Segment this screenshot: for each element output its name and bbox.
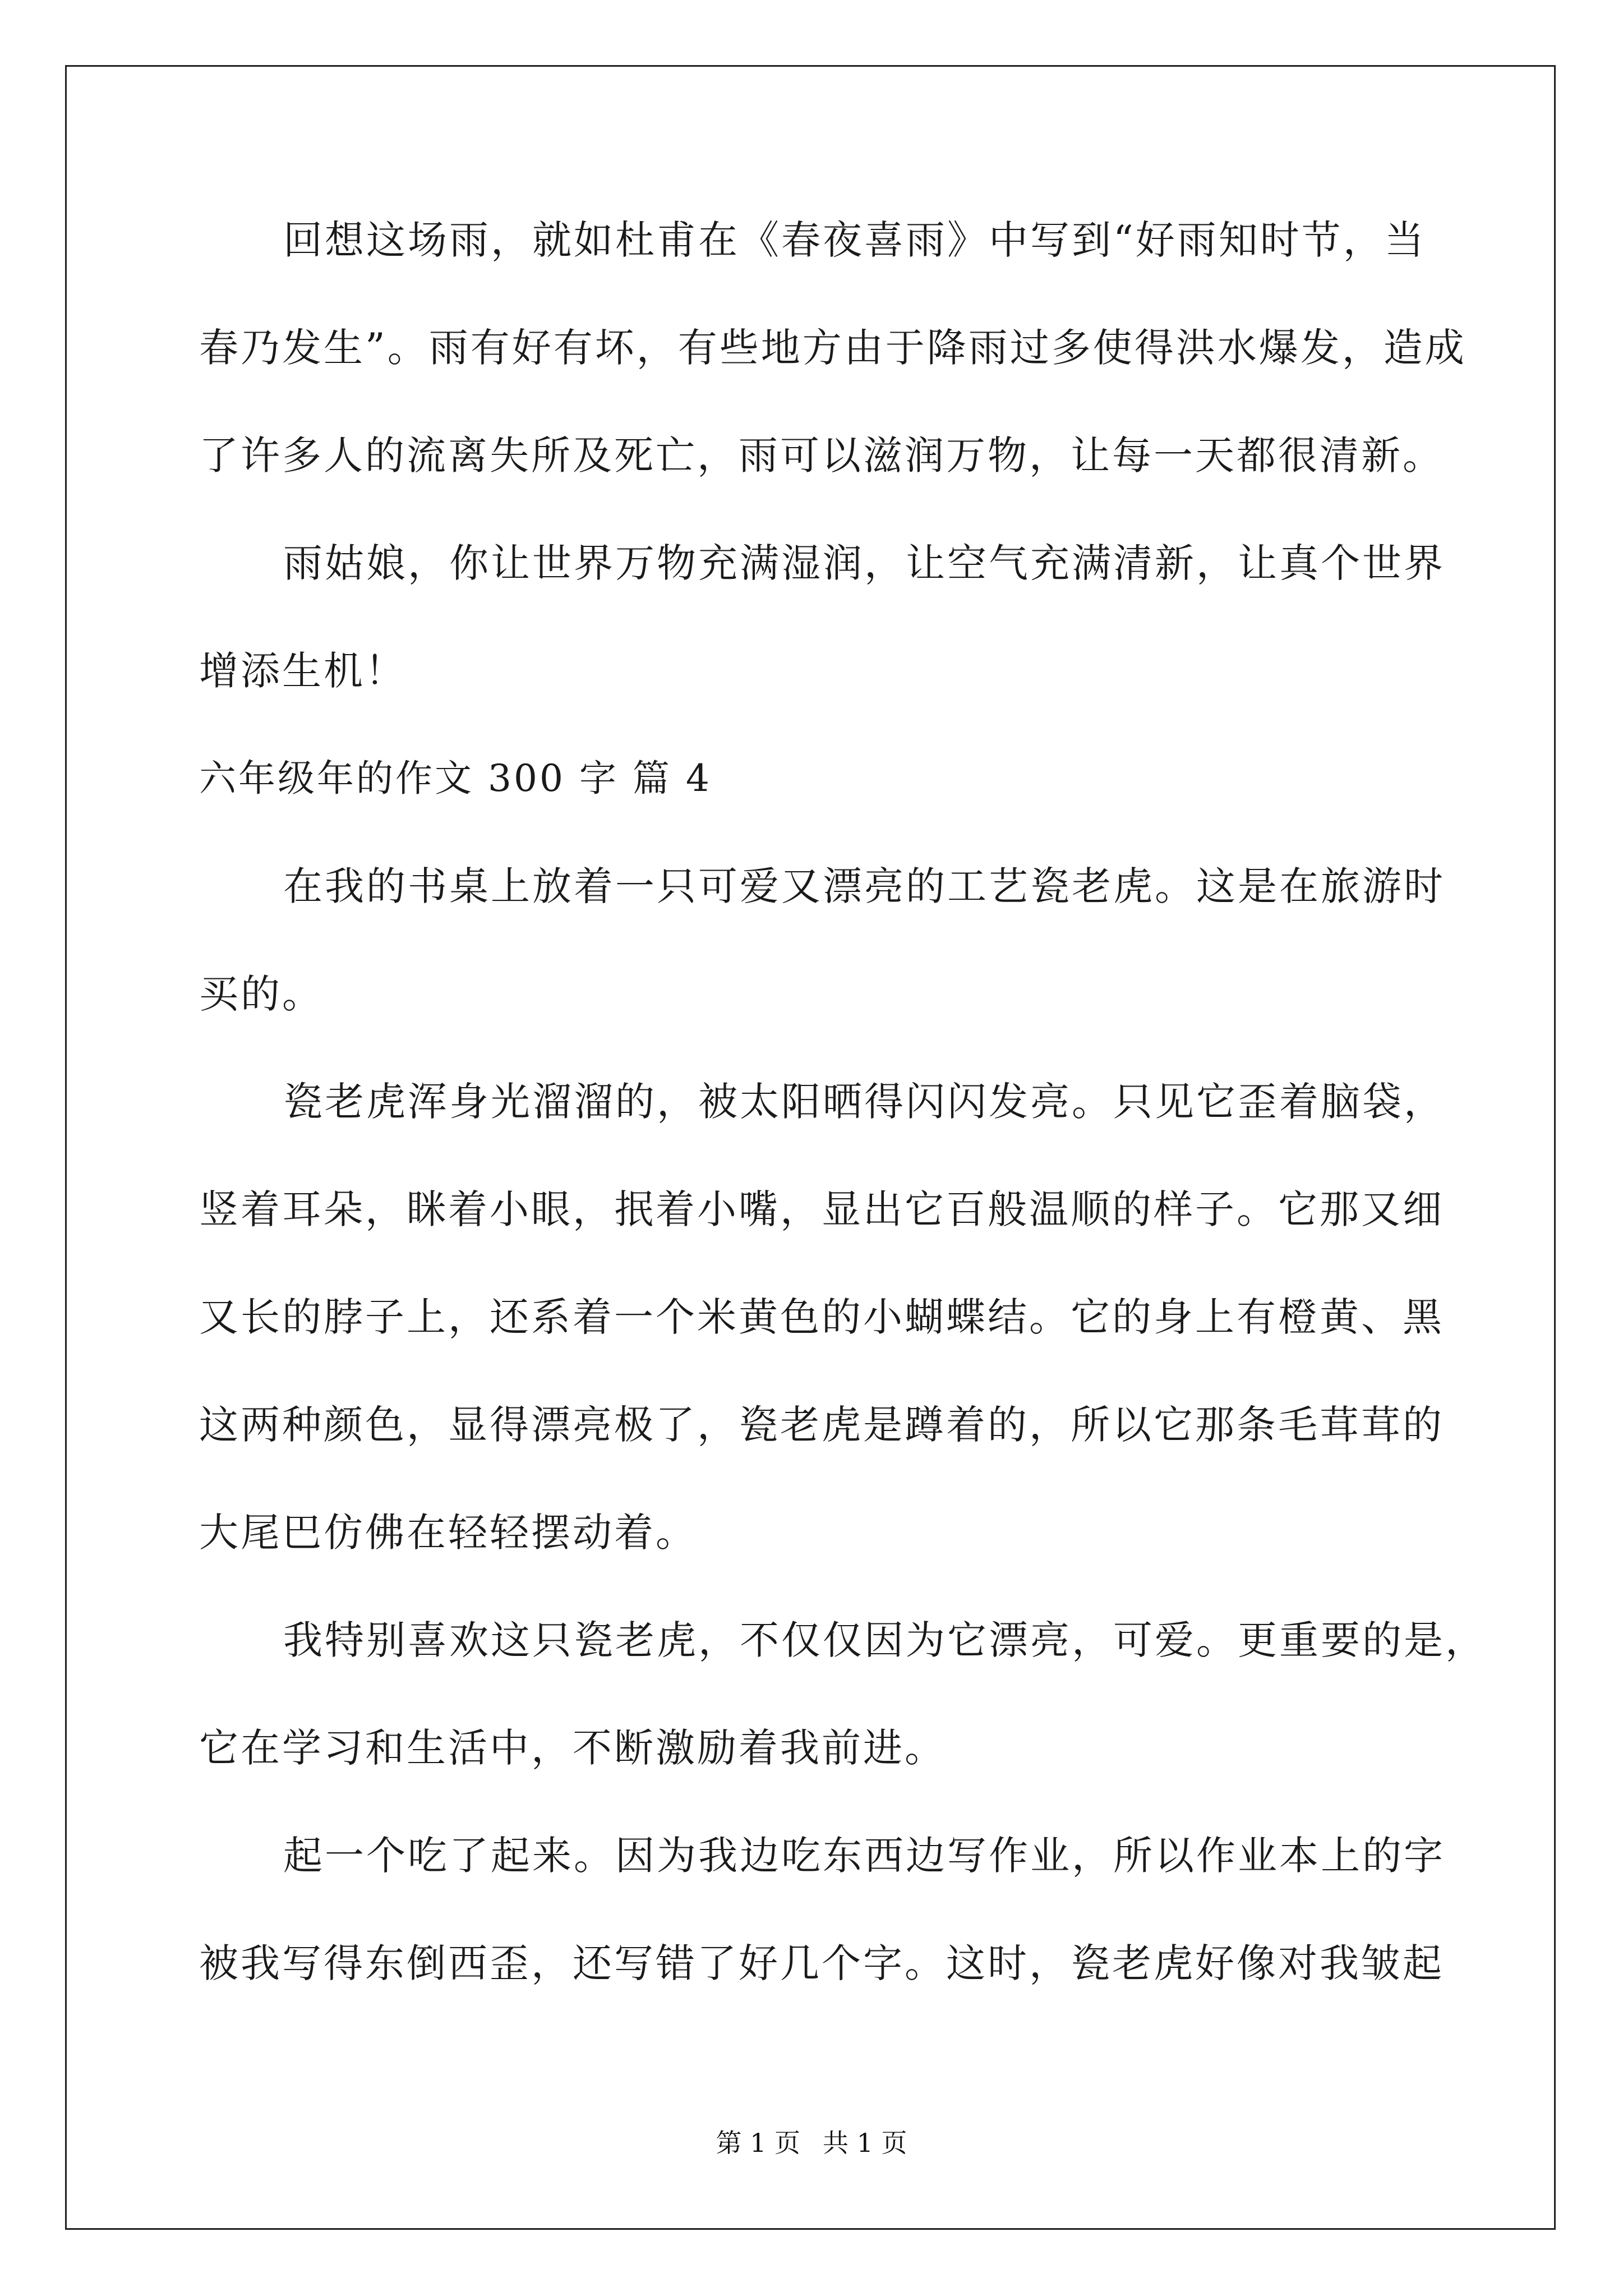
text-line: 买的。: [199, 971, 324, 1017]
text-line: 在我的书桌上放着一只可爱又漂亮的工艺瓷老虎。这是在旅游时: [283, 863, 1445, 909]
text-line: 回想这场雨，就如杜甫在《春夜喜雨》中写到“好雨知时节，当: [283, 217, 1426, 263]
page-total: 共 1 页: [823, 2128, 907, 2158]
text-line: 我特别喜欢这只瓷老虎，不仅仅因为它漂亮，可爱。更重要的是，: [283, 1617, 1487, 1663]
text-line: 大尾巴仿佛在轻轻摆动着。: [199, 1510, 697, 1556]
text-line: 被我写得东倒西歪，还写错了好几个字。这时，瓷老虎好像对我皱起: [199, 1940, 1444, 1986]
text-line: 雨姑娘，你让世界万物充满湿润，让空气充满清新，让真个世界: [283, 540, 1445, 586]
text-line: 这两种颜色，显得漂亮极了，瓷老虎是蹲着的，所以它那条毛茸茸的: [199, 1402, 1444, 1448]
text-line: 增添生机！: [199, 648, 407, 694]
text-line: 它在学习和生活中，不断激励着我前进。: [199, 1725, 946, 1771]
page-footer: [0, 2126, 1623, 2160]
text-line: 瓷老虎浑身光溜溜的，被太阳晒得闪闪发亮。只见它歪着脑袋，: [283, 1079, 1445, 1125]
document-body: [199, 213, 1487, 2044]
text-line: 竖着耳朵，眯着小眼，抿着小嘴，显出它百般温顺的样子。它那又细: [199, 1186, 1444, 1232]
section-heading: 六年级年的作文 300 字 篇 4: [199, 757, 712, 800]
text-line: 起一个吃了起来。因为我边吃东西边写作业，所以作业本上的字: [283, 1833, 1445, 1879]
text-line: 春乃发生”。雨有好有坏，有些地方由于降雨过多使得洪水爆发，造成: [199, 325, 1467, 371]
text-line: 又长的脖子上，还系着一个米黄色的小蝴蝶结。它的身上有橙黄、黑: [199, 1294, 1444, 1340]
text-line: 了许多人的流离失所及死亡，雨可以滋润万物，让每一天都很清新。: [199, 432, 1444, 478]
page-number: 第 1 页: [716, 2128, 800, 2158]
